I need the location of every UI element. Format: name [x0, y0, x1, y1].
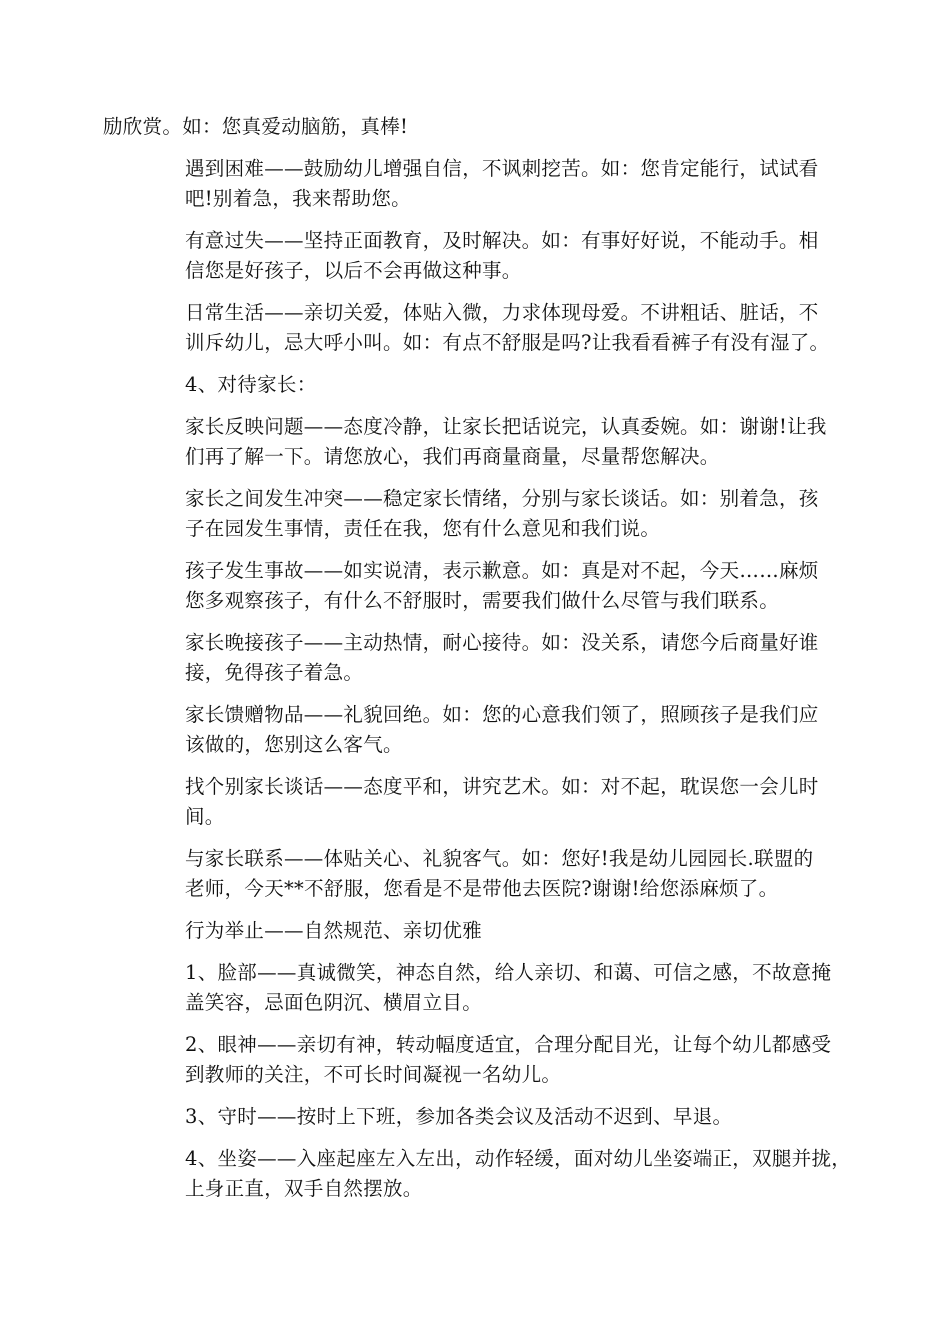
text-line: 接，免得孩子着急。: [185, 661, 364, 684]
text-line: 您多观察孩子，有什么不舒服时，需要我们做什么尽管与我们联系。: [185, 589, 780, 612]
paragraph: [103, 700, 853, 760]
text-line: 找个别家长谈话——态度平和，讲究艺术。如：对不起，耽误您一会儿时: [185, 775, 819, 798]
paragraph: [103, 958, 853, 1018]
paragraph: [103, 1144, 853, 1204]
text-line: 们再了解一下。请您放心，我们再商量商量，尽量帮您解决。: [185, 445, 720, 468]
paragraph: [103, 628, 853, 688]
text-line: 家长馈赠物品——礼貌回绝。如：您的心意我们领了，照顾孩子是我们应: [185, 703, 819, 726]
text-line: 有意过失——坚持正面教育，及时解决。如：有事好好说，不能动手。相: [185, 229, 819, 252]
text-line: 2、眼神——亲切有神，转动幅度适宜，合理分配目光，让每个幼儿都感受: [185, 1033, 832, 1056]
text-line: 与家长联系——体贴关心、礼貌客气。如：您好!我是幼儿园园长.联盟的: [185, 847, 814, 870]
paragraph: [103, 844, 853, 904]
text-line: 遇到困难——鼓励幼儿增强自信，不讽刺挖苦。如：您肯定能行，试试看: [185, 157, 819, 180]
text-line: 4、对待家长：: [185, 373, 317, 396]
text-line: 家长之间发生冲突——稳定家长情绪，分别与家长谈话。如：别着急，孩: [185, 487, 819, 510]
text-line: 上身正直，双手自然摆放。: [185, 1177, 423, 1200]
text-line: 行为举止——自然规范、亲切优雅: [185, 919, 482, 942]
paragraph: [103, 1030, 853, 1090]
text-line: 训斥幼儿，忌大呼小叫。如：有点不舒服是吗?让我看看裤子有没有湿了。: [185, 331, 830, 354]
text-line: 盖笑容，忌面色阴沉、横眉立目。: [185, 991, 483, 1014]
paragraph: [103, 484, 853, 544]
text-line: 家长反映问题——态度冷静，让家长把话说完，认真委婉。如：谢谢!让我: [185, 415, 827, 438]
text-line: 1、脸部——真诚微笑，神态自然，给人亲切、和蔼、可信之感，不故意掩: [185, 961, 832, 984]
text-line: 信您是好孩子，以后不会再做这种事。: [185, 259, 522, 282]
text-line: 该做的，您别这么客气。: [185, 733, 403, 756]
text-line: 老师，今天**不舒服，您看是不是带他去医院?谢谢!给您添麻烦了。: [185, 877, 779, 900]
paragraph: [103, 1102, 853, 1132]
text-line: 到教师的关注，不可长时间凝视一名幼儿。: [185, 1063, 562, 1086]
text-line: 3、守时——按时上下班，参加各类会议及活动不迟到、早退。: [185, 1105, 733, 1128]
text-line: 4、坐姿——入座起座左入左出，动作轻缓，面对幼儿坐姿端正，双腿并拢，: [185, 1147, 852, 1170]
paragraph: [103, 226, 853, 286]
paragraph: [103, 370, 853, 400]
document-body: [103, 112, 853, 1216]
paragraph: [103, 916, 853, 946]
text-line: 孩子发生事故——如实说清，表示歉意。如：真是对不起，今天……麻烦: [185, 559, 819, 582]
text-line: 间。: [185, 805, 225, 828]
paragraph: [103, 772, 853, 832]
text-line: 子在园发生事情，责任在我，您有什么意见和我们说。: [185, 517, 661, 540]
text-line: 日常生活——亲切关爱，体贴入微，力求体现母爱。不讲粗话、脏话，不: [185, 301, 819, 324]
paragraph: [103, 112, 853, 142]
paragraph: [103, 154, 853, 214]
text-line: 吧!别着急，我来帮助您。: [185, 187, 411, 210]
text-line: 励欣赏。如：您真爱动脑筋，真棒!: [103, 115, 409, 138]
paragraph: [103, 298, 853, 358]
text-line: 家长晚接孩子——主动热情，耐心接待。如：没关系，请您今后商量好谁: [185, 631, 819, 654]
paragraph: [103, 556, 853, 616]
paragraph: [103, 412, 853, 472]
